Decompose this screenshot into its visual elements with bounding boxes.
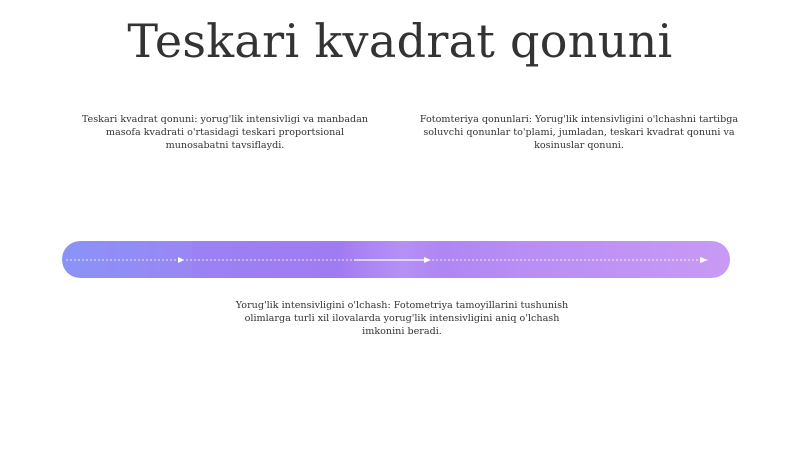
left-description: Teskari kvadrat qonuni: yorug'lik intensivligi va manbadan masofa kvadrati o'rtasidagi teskari proportsional munosabatni tavsiflaydi. (81, 114, 369, 151)
timeline-bar (62, 241, 730, 278)
timeline-graphic (62, 241, 730, 278)
right-description: Fotomteriya qonunlari: Yorug'lik intensivligini o'lchashni tartibga soluvchi qonunlar to'plami, jumladan, teskari kvadrat qonuni va kosinuslar qonuni. (419, 114, 739, 151)
slide-title: Teskari kvadrat qonuni (127, 14, 673, 68)
bottom-description: Yorug'lik intensivligini o'lchash: Fotometriya tamoyillarini tushunish olimlarga turli xil ilovalarda yorug'lik intensivligini aniq o'lchash imkonini beradi. (235, 300, 569, 337)
